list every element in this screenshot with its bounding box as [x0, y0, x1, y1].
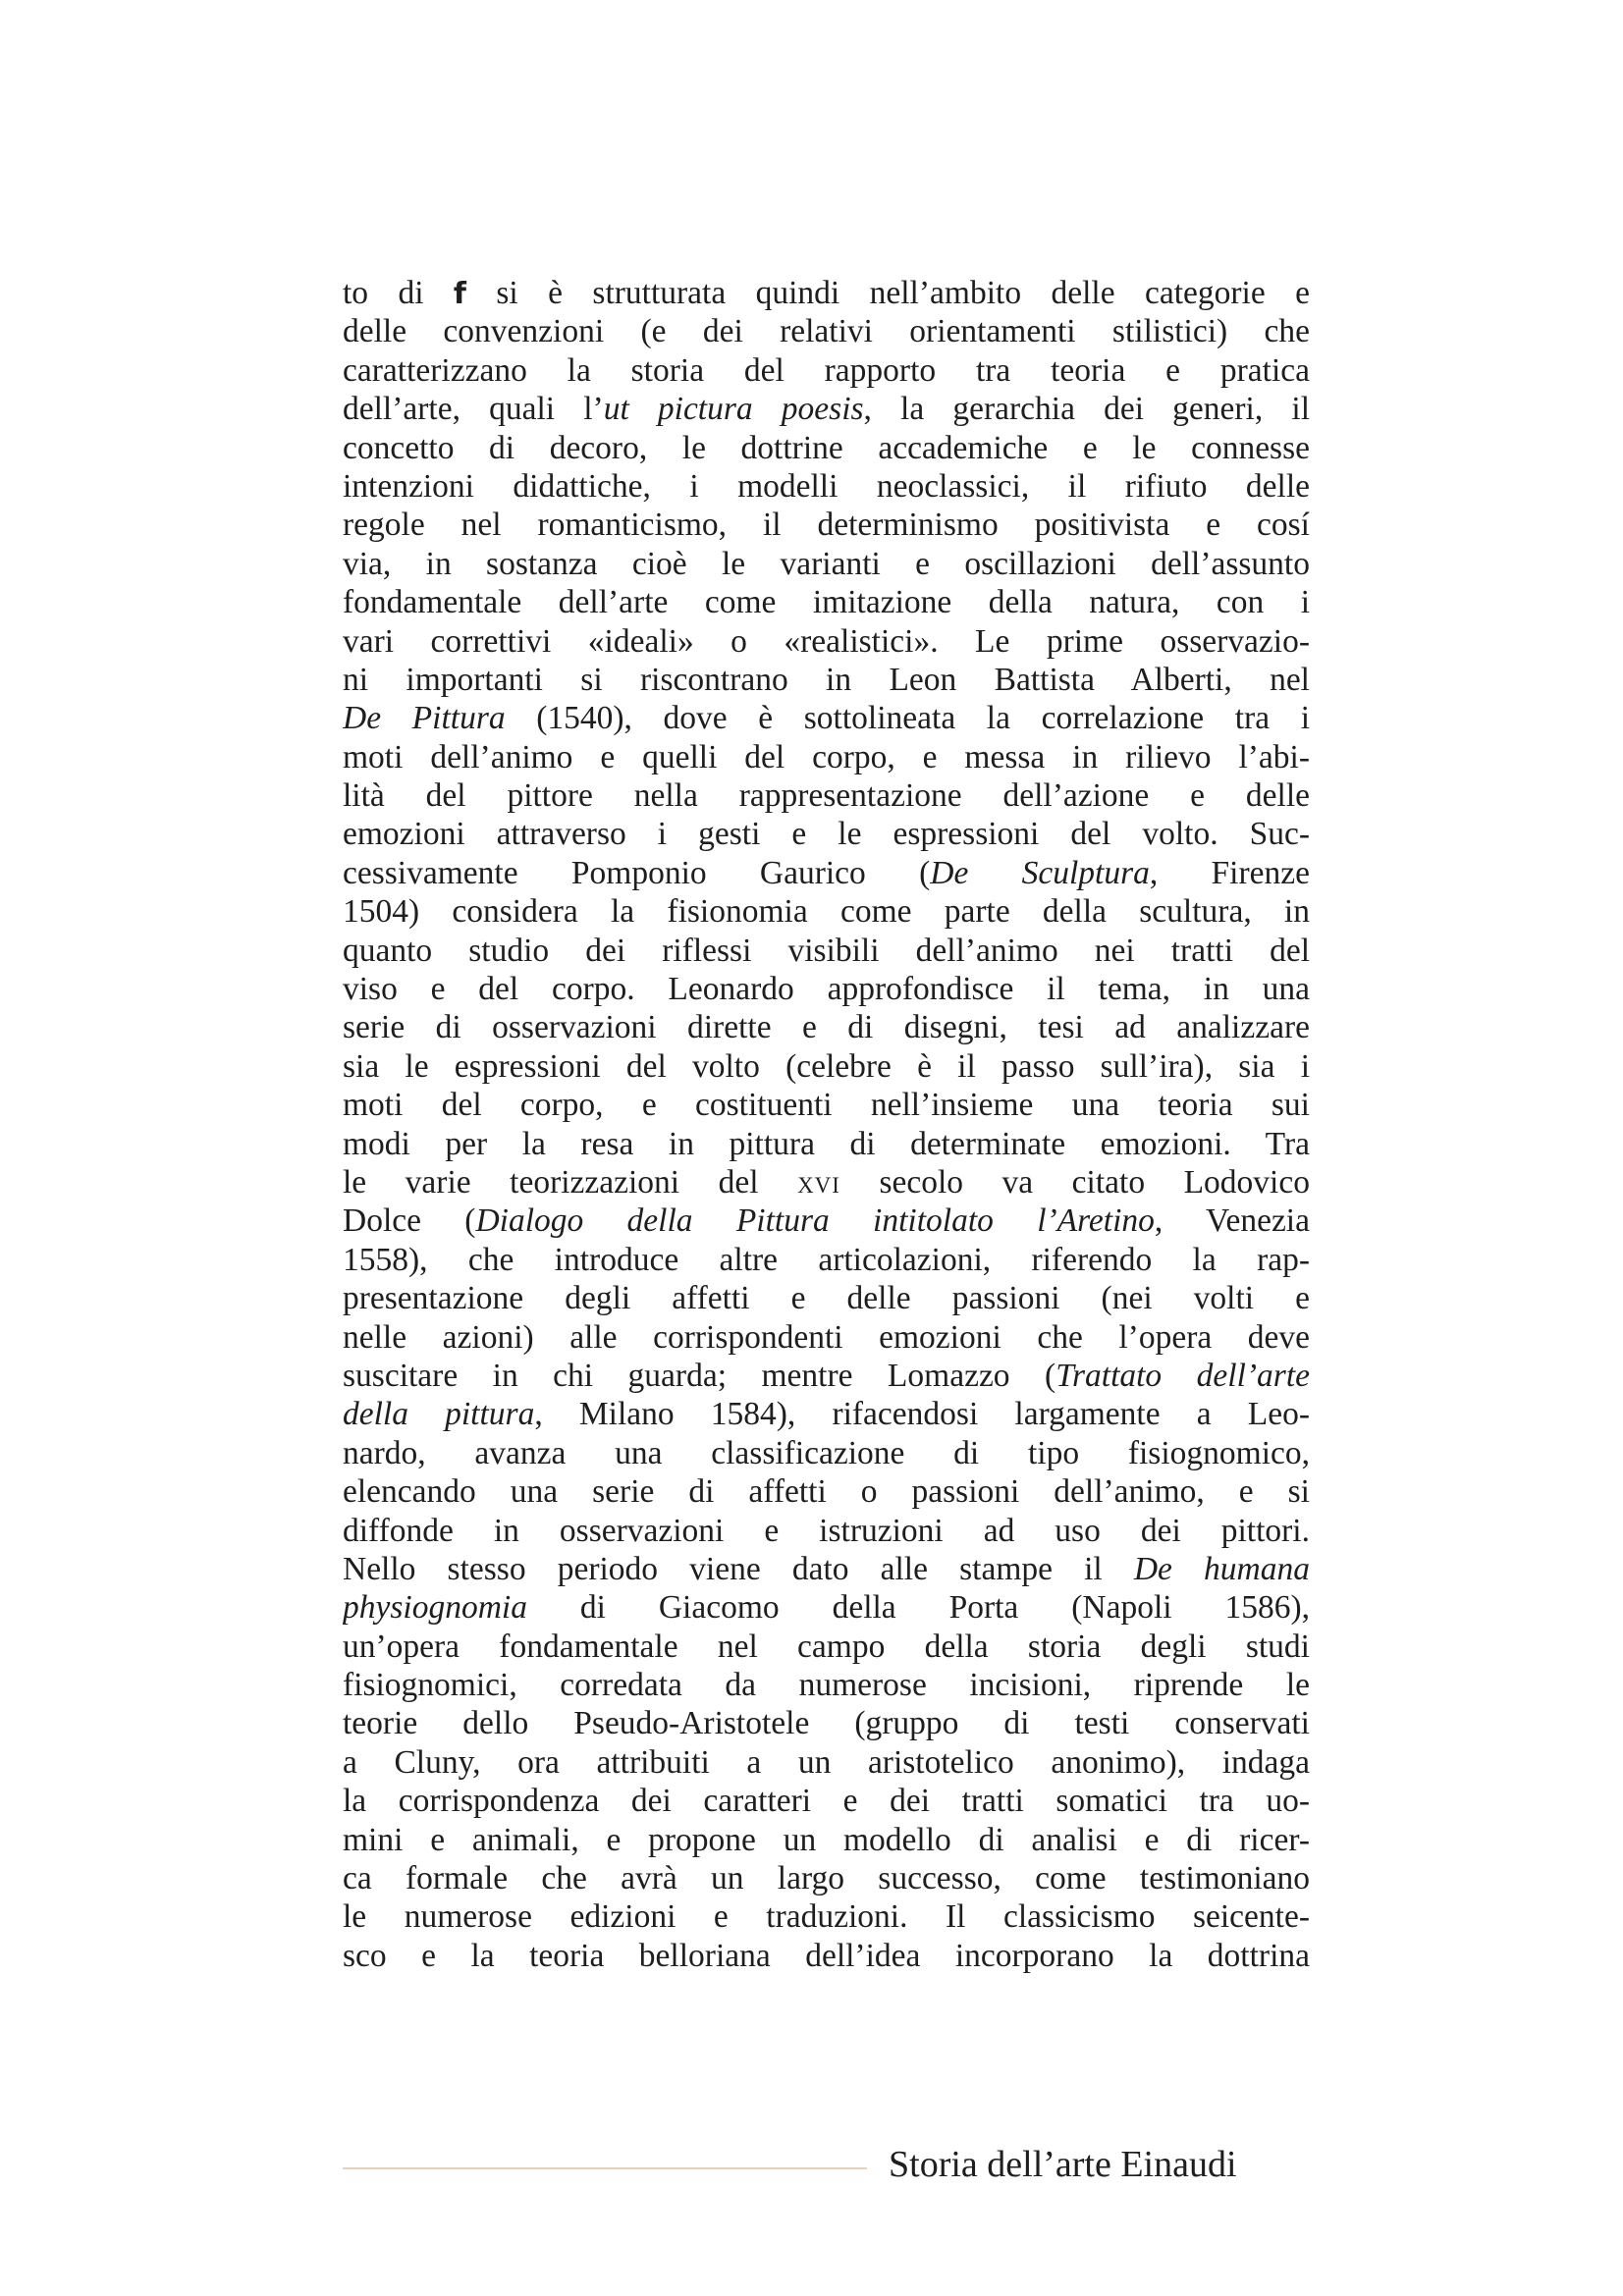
text-run: un’opera fondamentale nel campo della storia degli studi [343, 1628, 1310, 1665]
text-run: intenzioni didattiche, i modelli neoclassici, il rifiuto delle [343, 467, 1310, 505]
text-line [343, 1395, 1310, 1433]
text-line [343, 1279, 1310, 1317]
footer-publisher-label: Storia dell’arte Einaudi [889, 2144, 1237, 2185]
text-run: xvi [797, 1163, 840, 1201]
text-run: le varie teorizzazioni del [343, 1163, 798, 1201]
bold-term: f [453, 277, 466, 311]
text-line [343, 970, 1310, 1008]
text-run: lità del pittore nella rappresentazione dell’azione e delle [343, 777, 1310, 815]
text-line [343, 1782, 1310, 1820]
text-line [343, 1201, 1310, 1240]
text-run: mini e animali, e propone un modello di analisi e di ricer- [343, 1821, 1310, 1858]
text-line [343, 854, 1310, 892]
text-run: diffonde in osservazioni e istruzioni ad uso dei pittori. [343, 1512, 1310, 1549]
italic-title: De Pittura [343, 700, 506, 737]
text-run: concetto di decoro, le dottrine accademiche e le connesse [343, 429, 1310, 466]
text-line [343, 622, 1310, 661]
text-run: (1540), dove è sottolineata la correlazione tra i [505, 700, 1310, 737]
text-run: 1504) considera la fisionomia come parte della scultura, in [343, 893, 1310, 931]
text-run: delle convenzioni (e dei relativi orientamenti stilistici) che [343, 313, 1310, 350]
text-run: nardo, avanza una classificazione di tipo fisiognomico, [343, 1434, 1310, 1471]
text-line [343, 1047, 1310, 1086]
text-run: emozioni attraverso i gesti e le espressioni del volto. Suc- [343, 816, 1310, 853]
text-run: dell’arte, quali l’ [343, 391, 604, 428]
text-run: la corrispondenza dei caratteri e dei tratti somatici tra uo- [343, 1783, 1310, 1820]
text-run: sia le espressioni del volto (celebre è il passo sull’ira), sia i [343, 1047, 1310, 1085]
text-run: via, in sostanza cioè le varianti e oscillazioni dell’assunto [343, 545, 1310, 582]
italic-title: physiognomia [343, 1589, 527, 1627]
text-run: ca formale che avrà un largo successo, come testimoniano [343, 1860, 1310, 1897]
text-run: viso e del corpo. Leonardo approfondisce il tema, in una [343, 971, 1310, 1008]
text-run: , Venezia [1154, 1202, 1310, 1240]
text-run: sco e la teoria belloriana dell’idea incorporano la dottrina [343, 1937, 1310, 1974]
text-line [343, 892, 1310, 931]
text-line [343, 1241, 1310, 1279]
text-line [343, 1008, 1310, 1046]
text-line [343, 312, 1310, 350]
text-run: , la gerarchia dei generi, il [863, 391, 1310, 428]
text-line [343, 467, 1310, 506]
text-line [343, 351, 1310, 390]
text-line [343, 390, 1310, 428]
text-line [343, 1550, 1310, 1588]
italic-title: ut pictura poesis [603, 391, 864, 428]
text-line [343, 699, 1310, 737]
text-run: a Cluny, ora attribuiti a un aristotelico anonimo), indaga [343, 1743, 1310, 1781]
footer-rule [343, 2167, 867, 2169]
text-line [343, 1588, 1310, 1627]
text-run: si è strutturata quindi nell’ambito delle categorie e [465, 275, 1310, 311]
text-line [343, 1357, 1310, 1395]
text-line [343, 1897, 1310, 1936]
text-line [343, 1318, 1310, 1357]
text-line [343, 429, 1310, 467]
body-text [343, 274, 1310, 1975]
text-run: regole nel romanticismo, il determinismo positivista e cosí [343, 507, 1310, 544]
italic-title: Dialogo della Pittura intitolato l’Aretino [475, 1202, 1155, 1240]
text-run: nelle azioni) alle corrispondenti emozioni che l’opera deve [343, 1318, 1310, 1356]
text-line [343, 1125, 1310, 1163]
text-run: fondamentale dell’arte come imitazione della natura, con i [343, 584, 1310, 621]
text-line [343, 1628, 1310, 1666]
text-run: le numerose edizioni e traduzioni. Il classicismo seicente- [343, 1898, 1310, 1936]
text-line [343, 1937, 1310, 1975]
text-run: 1558), che introduce altre articolazioni, riferendo la rap- [343, 1241, 1310, 1278]
text-line [343, 1472, 1310, 1511]
text-line [343, 1086, 1310, 1124]
text-line [343, 776, 1310, 815]
text-run: Dolce ( [343, 1202, 476, 1240]
text-run: Nello stesso periodo viene dato alle stampe il [343, 1550, 1134, 1587]
text-line [343, 1743, 1310, 1782]
text-run: caratterizzano la storia del rapporto tra teoria e pratica [343, 351, 1310, 389]
text-run: ni importanti si riscontrano in Leon Battista Alberti, nel [343, 661, 1310, 698]
text-line [343, 661, 1310, 699]
text-line [343, 274, 1310, 312]
text-line [343, 545, 1310, 583]
text-run: modi per la resa in pittura di determinate emozioni. Tra [343, 1125, 1310, 1162]
text-run: vari correttivi «ideali» o «realistici». Le prime osservazio- [343, 622, 1310, 660]
text-line [343, 1163, 1310, 1201]
text-run: teorie dello Pseudo-Aristotele (gruppo di testi conservati [343, 1705, 1310, 1742]
text-run: to di [343, 275, 454, 311]
text-line [343, 738, 1310, 776]
text-run: fisiognomici, corredata da numerose incisioni, riprende le [343, 1667, 1310, 1704]
text-line [343, 506, 1310, 544]
text-line [343, 1859, 1310, 1897]
text-run: , Firenze [1149, 854, 1310, 891]
text-run: elencando una serie di affetti o passioni dell’animo, e si [343, 1473, 1310, 1511]
text-line [343, 583, 1310, 621]
text-run: serie di osservazioni dirette e di disegni, tesi ad analizzare [343, 1009, 1310, 1046]
text-line [343, 1704, 1310, 1742]
text-line [343, 1512, 1310, 1550]
text-line [343, 1821, 1310, 1859]
text-run: cessivamente Pomponio Gaurico ( [343, 854, 931, 891]
text-run: quanto studio dei riflessi visibili dell’animo nei tratti del [343, 932, 1310, 969]
text-run: di Giacomo della Porta (Napoli 1586), [526, 1589, 1310, 1627]
text-line [343, 1666, 1310, 1704]
text-run: moti del corpo, e costituenti nell’insieme una teoria sui [343, 1087, 1310, 1124]
text-line [343, 1434, 1310, 1472]
italic-title: Trattato dell’arte [1055, 1357, 1310, 1394]
italic-title: della pittura [343, 1396, 535, 1433]
text-run: secolo va citato Lodovico [839, 1163, 1310, 1201]
text-line [343, 815, 1310, 853]
text-run: presentazione degli affetti e delle passioni (nei volti e [343, 1280, 1310, 1317]
text-run: moti dell’animo e quelli del corpo, e messa in rilievo l’abi- [343, 738, 1310, 775]
text-run: suscitare in chi guarda; mentre Lomazzo ( [343, 1357, 1056, 1394]
text-run: , Milano 1584), rifacendosi largamente a Leo- [534, 1396, 1310, 1433]
italic-title: De humana [1133, 1550, 1310, 1587]
text-line [343, 932, 1310, 970]
italic-title: De Sculptura [930, 854, 1150, 891]
